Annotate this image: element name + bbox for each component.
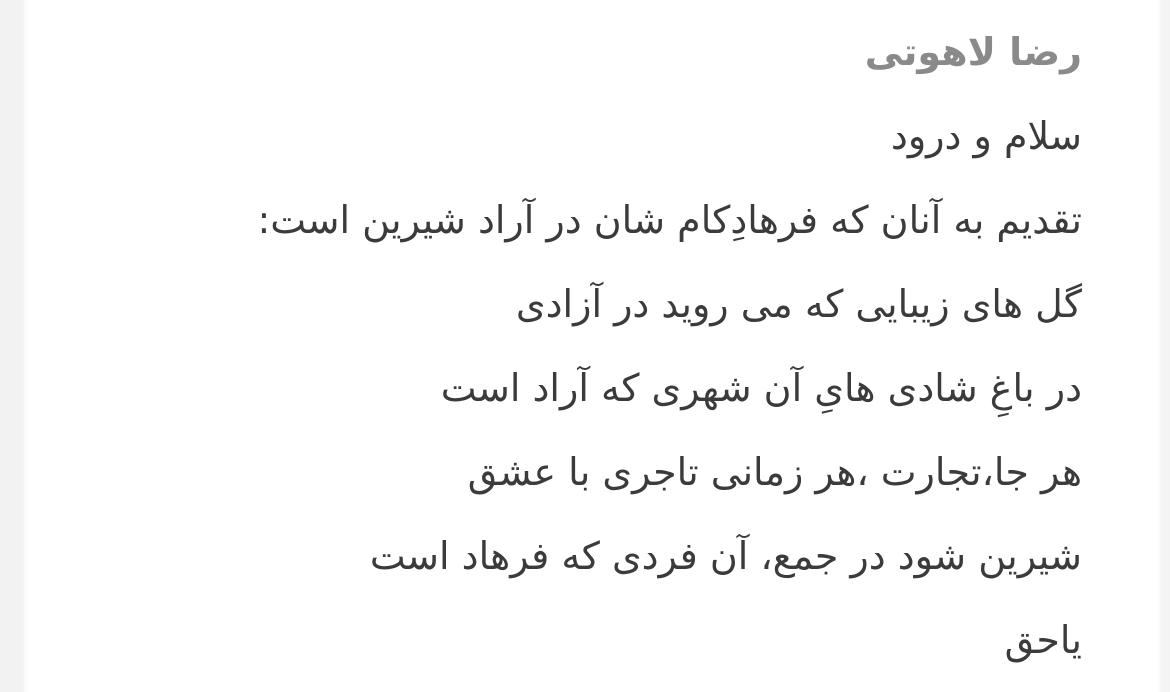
comment-line-verse-3: هر جا،تجارت ،هر زمانی تاجری با عشق [467, 450, 1082, 494]
comment-author: رضا لاهوتی [864, 30, 1082, 74]
comment-line-verse-2: در باغِ شادی هایِ آن شهری که آراد است [440, 366, 1082, 410]
content-page [29, 0, 1157, 692]
comment-line-greeting: سلام و درود [890, 114, 1082, 158]
left-page-gutter [0, 0, 29, 692]
comment-line-dedication: تقدیم به آنان که فرهادِکام شان در آراد شیرین است: [257, 198, 1082, 242]
comment-line-verse-1: گل های زیبایی که می روید در آزادی [515, 282, 1082, 326]
comment-line-verse-4: شیرین شود در جمع، آن فردی که فرهاد است [369, 534, 1082, 578]
right-page-gutter [1157, 0, 1170, 692]
comment-line-signoff: یاحق [1004, 618, 1082, 662]
comment-block [29, 0, 1157, 682]
